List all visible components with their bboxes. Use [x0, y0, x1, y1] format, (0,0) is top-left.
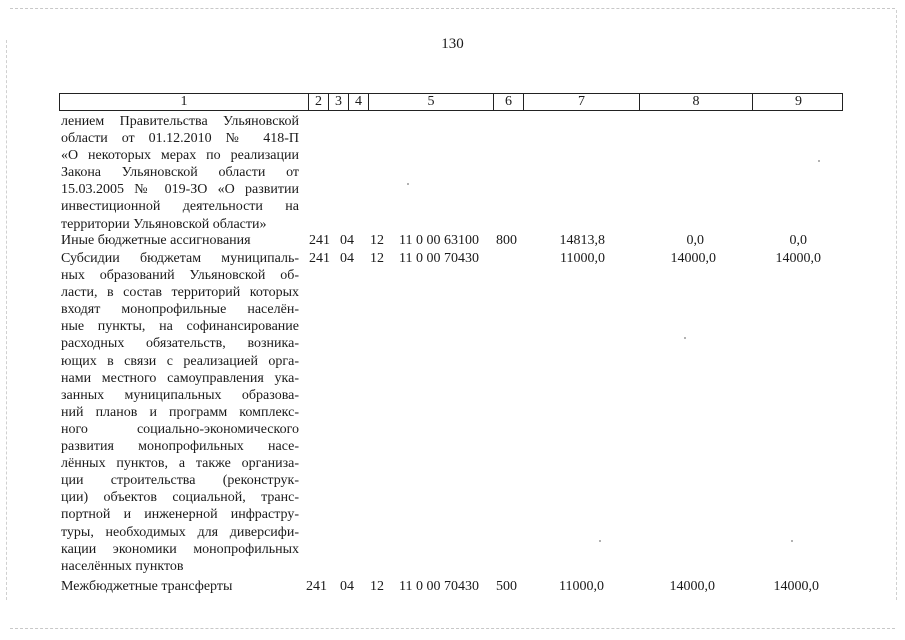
description-line: кации экономики монопрофильных: [61, 541, 299, 557]
row3-col3: 04: [340, 579, 354, 594]
scan-edge-left: [6, 40, 7, 600]
description-line: ных образований Ульяновской об-: [61, 268, 299, 284]
row2-col5: 11 0 00 70430: [399, 251, 479, 266]
header-col-5: 5: [368, 94, 493, 110]
description-line: «О некоторых мерах по реализации: [61, 148, 299, 164]
scan-speck: [684, 337, 686, 339]
description-line: ющих в связи с реализацией орга-: [61, 353, 299, 369]
row-other-budget-description: [61, 232, 299, 249]
description-line: развития монопрофильных насе-: [61, 439, 299, 455]
header-col-9: 9: [752, 94, 844, 110]
description-line: области от 01.12.2010 № 418-П: [61, 131, 299, 147]
description-line: ции) объектов социальной, транс-: [61, 490, 299, 506]
description-line: ний планов и программ комплекс-: [61, 404, 299, 420]
row3-col8: 14000,0: [669, 579, 715, 594]
description-line: Субсидии бюджетам муниципаль-: [61, 251, 299, 266]
description-line: портной и инженерной инфрастру-: [61, 507, 299, 523]
description-line: занных муниципальных образова-: [61, 387, 299, 403]
header-col-2: 2: [308, 94, 328, 110]
row2-col2: 241: [309, 251, 330, 266]
scan-speck: [599, 540, 601, 542]
description-line: расходных обязательств, возника-: [61, 336, 299, 352]
row3-col2: 241: [306, 579, 327, 594]
row-subsidies-description: [61, 250, 299, 575]
table-header-row: [59, 93, 843, 111]
description-line: ные пункты, на софинансирование: [61, 319, 299, 335]
page-number: 130: [441, 36, 464, 52]
header-col-4: 4: [348, 94, 368, 110]
scan-edge-bottom: [10, 628, 895, 629]
row1-col9: 0,0: [789, 233, 807, 248]
row2-col7: 11000,0: [560, 251, 605, 266]
row3-col7: 11000,0: [559, 579, 604, 594]
row1-col4: 12: [370, 233, 384, 248]
header-col-7: 7: [523, 94, 639, 110]
scan-edge-top: [10, 8, 895, 9]
row3-col6: 500: [496, 579, 517, 594]
row2-col3: 04: [340, 251, 354, 266]
row-continuation-description: [61, 113, 299, 233]
scan-speck: [407, 183, 409, 185]
description-line: входят монопрофильные населён-: [61, 302, 299, 318]
row1-col2: 241: [309, 233, 330, 248]
row1-col3: 04: [340, 233, 354, 248]
row1-col5: 11 0 00 63100: [399, 233, 479, 248]
row3-col4: 12: [370, 579, 384, 594]
header-col-1: 1: [180, 94, 188, 109]
description-line: территории Ульяновской области»: [61, 216, 267, 232]
row1-col8: 0,0: [686, 233, 704, 248]
description-line: нами местного самоуправления ука-: [61, 370, 299, 386]
row3-col9: 14000,0: [773, 579, 819, 594]
description-line: лённых пунктов, а также организа-: [61, 456, 299, 472]
row3-col5: 11 0 00 70430: [399, 579, 479, 594]
scan-edge-right: [896, 10, 897, 600]
description-line: Иные бюджетные ассигнования: [61, 233, 251, 248]
row2-col4: 12: [370, 251, 384, 266]
row2-col8: 14000,0: [670, 251, 716, 266]
scan-speck: [818, 160, 820, 162]
description-line: Закона Ульяновской области от: [61, 165, 299, 181]
scan-speck: [791, 540, 793, 542]
description-line: лением Правительства Ульяновской: [61, 114, 299, 129]
row1-col7: 14813,8: [559, 233, 605, 248]
header-col-6: 6: [493, 94, 523, 110]
description-line: 15.03.2005 № 019-ЗО «О развитии: [61, 182, 299, 198]
description-line: ласти, в состав территорий которых: [61, 285, 299, 301]
row2-col9: 14000,0: [775, 251, 821, 266]
row1-col6: 800: [496, 233, 517, 248]
header-col-8: 8: [639, 94, 752, 110]
description-line: инвестиционной деятельности на: [61, 199, 299, 215]
row-transfers-description: [61, 578, 299, 595]
description-line: Межбюджетные трансферты: [61, 579, 233, 594]
description-line: населённых пунктов: [61, 558, 184, 574]
description-line: ного социально-экономического: [61, 421, 299, 437]
description-line: ции строительства (реконструк-: [61, 473, 299, 489]
header-col-3: 3: [328, 94, 348, 110]
description-line: туры, необходимых для диверсифи-: [61, 524, 299, 540]
